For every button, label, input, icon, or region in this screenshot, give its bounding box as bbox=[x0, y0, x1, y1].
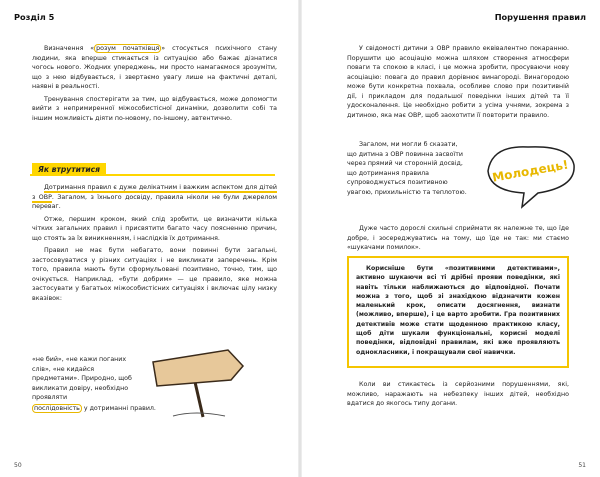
page-number-left: 50 bbox=[14, 462, 22, 469]
left-paragraph-2: Тренування спостерігати за тим, що відбувається, може допомогти вийти з непримиренної міжособистісної динаміки, дозволити собі та іншим можливість діяти по-новому, по-іншому, автентично. bbox=[32, 95, 277, 122]
signpost-pole bbox=[195, 382, 203, 417]
chapter-header: Розділ 5 bbox=[14, 12, 55, 22]
section-title: Як втрутитися bbox=[32, 163, 106, 176]
left-paragraph-3: Дотримання правил є дуже делікатним і важким аспектом для дітей з ОВР. Загалом, з їхнього досвіду, правила ніколи не були джерелом переваг. bbox=[32, 184, 277, 210]
topic-header: Порушення правил bbox=[494, 12, 586, 22]
right-narrow bbox=[347, 140, 467, 200]
beginner-mind-highlight: розум початківця bbox=[96, 45, 160, 52]
ground-line bbox=[173, 413, 225, 416]
consistency-highlight: послідовність bbox=[34, 405, 80, 412]
right-paragraph-4: Коли ви стикаєтесь із серйозними порушеннями, які, можливо, наражають на небезпеку інших дітей, необхідно вдатися до якогось типу догани. bbox=[347, 381, 569, 407]
signpost-illustration bbox=[143, 342, 263, 420]
signpost-board bbox=[153, 350, 243, 386]
left-consistency: послідовність у дотриманні правил. bbox=[34, 405, 156, 412]
section-underline bbox=[30, 174, 275, 176]
right-intro bbox=[347, 44, 569, 123]
bubble-text: Молодець! bbox=[491, 157, 570, 185]
page-number-right: 51 bbox=[578, 462, 586, 469]
left-main bbox=[32, 183, 277, 306]
right-paragraph-2: Загалом, ми могли б сказати, що дитина з ОВР повинна засвоїти через прямий чи сторонній досвід, що дотримання правила супроводжується позитивною увагою, прихильністю та теплотою. bbox=[347, 141, 467, 196]
left-paragraph-4: Отже, першим кроком, який слід зробити, це визначити кілька чітких загальних правил і присвятити багато часу поясненню причин, що стоять за їх виникненням, і наслідків їх дотримання. bbox=[32, 215, 277, 242]
right-end bbox=[347, 380, 569, 412]
left-paragraph-1: Визначення « розум початківця » стосується психічного стану людини, яка вперше стикається із ситуацією або бажає дізнатися чогось нового. Жодних упереджень, ми просто намагаємося зрозуміти, що з нею відбувається, і звертаємо увагу лише на фактичні деталі, наявні в реальності. bbox=[32, 45, 277, 90]
left-quotes: «не бий», «не кажи поганих слів», «не кидайся предметами». Природно, щоб викликати довіру, необхідно проявляти bbox=[32, 356, 132, 401]
right-paragraph-1: У свідомості дитини з ОВР правило еквівалентно покаранню. Порушити цю асоціацію можна шляхом створення атмосфери поваги та спокою в класі, і це можна зробити, просуваючи нову асоціацію: повага до правил дорівнює винагороді. Винагородою може бути конкретна похвала, особливе слово при позитивній дії, і прикладом для подальшої поведінки інших дітей та її удосконалення. Це необхідно робити з усіма учнями, зокрема з дитиною, яка має ОВР, щоб заохотити її повторити правило. bbox=[347, 45, 569, 119]
rules-highlight: Дотримання правил є дуже делікатним і важким аспектом для дітей з ОВР bbox=[32, 184, 277, 201]
page-gutter bbox=[298, 0, 302, 477]
tip-box bbox=[347, 256, 569, 368]
left-intro bbox=[32, 44, 277, 126]
tip-box-text: Корисніше бути «позитивними детективами», активно шукаючи всі ті дрібні прояви поведінки, які навіть тільки наближаються до відповідної. Почати можна з того, щоб зі знахідкою відзначити кожен маленький крок, описати досягнення, визнати (можливо, вперше), і це варто зробити. Гра позитивних детективів може стати щоденною практикою класу, щоб діти шукали функціональні, корисні моделі поведінки, відповідні правилам, які вже проявляють однокласники, і покращували свої навички. bbox=[356, 265, 560, 356]
right-mid bbox=[347, 224, 569, 256]
right-paragraph-3: Дуже часто дорослі схильні сприймати як належне те, що їде добре, і зосереджуватись на тому, що їде не так: ми стаємо «шукачами помилок». bbox=[347, 225, 569, 251]
speech-bubble bbox=[478, 135, 584, 211]
left-paragraph-5: Правил не має бути небагато, вони повинні бути загальні, застосовуватися у різних ситуаціях і не викликати заперечень. Крім того, правила мають бути сформульовані позитивно, точно, тим, що очікується. Наприклад, «бути добрим» — це правило, яке можна застосувати у багатьох міжособистісних ситуаціях і включає цілу низку вказівок: bbox=[32, 247, 277, 302]
